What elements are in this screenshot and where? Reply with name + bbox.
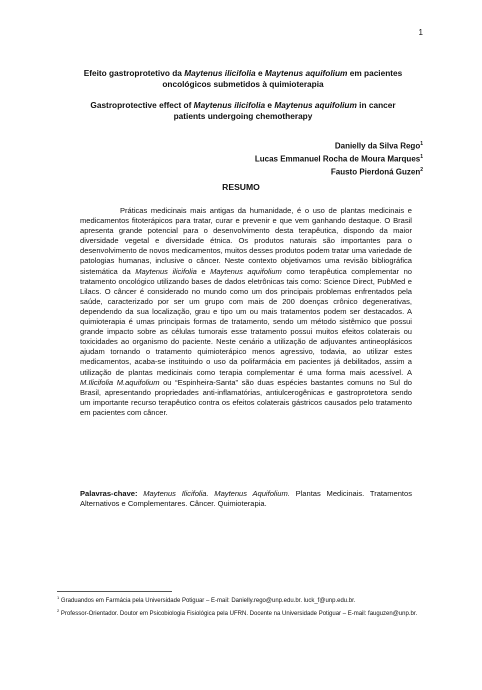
keywords-text: Plantas Medicinais. Tratamentos Alternativos e Complementares. Câncer. Quimioterapia. bbox=[80, 489, 412, 509]
keywords-species: Maytenus Ilicifolia. Maytenus Aquifolium. bbox=[137, 489, 290, 498]
author-name: Fausto Pierdoná Guzen bbox=[330, 167, 421, 177]
footnote bbox=[57, 607, 419, 618]
title-en-part: Gastroprotective effect of bbox=[90, 100, 194, 110]
title-en-part: in cancer patients undergoing chemotherapy bbox=[173, 100, 396, 121]
title-en-species: Maytenus aquifolium bbox=[274, 100, 357, 110]
page-number: 1 bbox=[418, 28, 423, 37]
title-pt-species: Maytenus ilicifolia bbox=[184, 68, 256, 78]
title-en-part: e bbox=[265, 100, 275, 110]
author-affiliation-mark: 1 bbox=[420, 141, 423, 147]
title-pt-part: e bbox=[255, 68, 265, 78]
title-en-species: Maytenus ilicifolia bbox=[193, 100, 266, 110]
keywords bbox=[80, 489, 412, 509]
abstract-species: Maytenus aquifolium bbox=[210, 266, 282, 276]
author bbox=[255, 152, 423, 165]
footnote-divider bbox=[57, 591, 172, 592]
author-affiliation-mark: 1 bbox=[420, 154, 423, 161]
title-pt-part: Efeito gastroprotetivo da bbox=[83, 68, 185, 78]
author-list bbox=[255, 139, 423, 178]
abstract-text: como terapêutica complementar no tratamento oncológico utilizando bases de dados eletrônicas tais como: Science Direct, PubMed e Lilacs. O câncer é considerado no mundo como um dos principais problemas enfrentados pela saúde, caracterizado por ser um grupo com mais de 200 doenças crônico degenerativas, dependendo da sua localização, grau e tipo um ou mais tratamentos podem ser destacados. A quimioterapia é umas principais formas de tratamento, sendo um método sistêmico que possui grande impacto sobre as células tumorais esse tratamento possui muitos efeitos colaterais ou toxicidades ao organismo do paciente. Neste cenário a utilização de adjuvantes antineoplásicos ajudam tornando o tratamento quimioterápico menos agressivo, todavia, ao utilizar estes medicamentos, acaba-se instituindo o uso da polifarmácia em pacientes já debilitados, assim a utilização de plantas medicinais como terapia complementar é uma forma mais acessível. A bbox=[80, 266, 412, 377]
author bbox=[255, 139, 423, 152]
abstract-body bbox=[80, 206, 412, 418]
footnote-text: Professor-Orientador. Doutor em Psicobiologia Fisiológica pela UFRN. Docente na Universidade Potiguar – E-mail: fauguzen@unp.br. bbox=[59, 611, 418, 618]
title-pt-species: Maytenus aquifolium bbox=[264, 68, 348, 78]
abstract-text: e bbox=[196, 266, 211, 276]
footnote-mark: 1 bbox=[57, 595, 60, 600]
footnote bbox=[57, 594, 419, 605]
footnotes bbox=[57, 594, 419, 620]
abstract-text: Práticas medicinais mais antigas da humanidade, é o uso de plantas medicinais e medicamentos fitoterápicos para tratar, curar e prevenir e que vem ganhando destaque. O Brasil apresenta grande potencial para o desenvolvimento desta terapêutica, dispondo da maior diversidade vegetal e diversidade étnica. Os produtos naturais são importantes para o desenvolvimento de novos medicamentos, muitos desses produtos podem tratar uma variedade de patologias humanas, inclusive o câncer. Neste contexto objetivamos uma revisão bibliográfica sistemática da bbox=[80, 206, 412, 276]
author-name: Lucas Emmanuel Rocha de Moura Marques bbox=[254, 154, 421, 164]
keywords-label: Palavras-chave: bbox=[80, 489, 138, 498]
abstract-species: M.Ilicifolia M.aquifolium bbox=[80, 377, 160, 387]
title-portuguese bbox=[78, 68, 408, 90]
title-pt-part: em pacientes oncológicos submetidos à quimioterapia bbox=[162, 68, 403, 89]
title-english bbox=[78, 100, 408, 122]
abstract-text: ou “Espinheira-Santa” são duas espécies bastantes comuns no Sul do Brasil, apresentando propriedades anti-inflamatórias, antiulcerogênicas e gastroprotetora sendo um importante recurso terapêutico contra os efeitos colaterais gástricos causados pelo tratamento em pacientes com câncer. bbox=[80, 377, 412, 417]
author-affiliation-mark: 2 bbox=[420, 167, 423, 174]
author bbox=[255, 165, 423, 178]
footnote-mark: 2 bbox=[57, 608, 60, 614]
abstract-heading: RESUMO bbox=[222, 182, 260, 192]
abstract-species: Maytenus ilicifolia bbox=[135, 266, 197, 276]
author-name: Danielly da Silva Rego bbox=[334, 141, 421, 151]
footnote-text: Graduandos em Farmácia pela Universidade Potiguar – E-mail: Danielly.rego@unp.edu.br. luck_f@unp.edu.br. bbox=[59, 598, 356, 604]
